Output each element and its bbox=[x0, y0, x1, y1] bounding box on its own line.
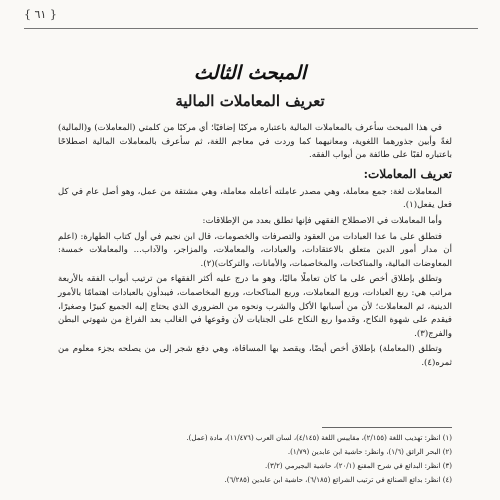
page-number: { ٦١ } bbox=[24, 8, 57, 21]
paragraph: وتطلق بإطلاق أخص على ما كان تعاملًا ماليًا، وهو ما درج عليه أكثر الفقهاء من ترتيب أبواب الفقه بالأربعة مراتب هي: ربع العبادات، وربع المعاملات، وربع المناكحات، وربع المخاصمات، فيبدأون بالعبادات اهتمامًا بالأمور الدينية، ثم المعاملات؛ لأن من أسبابها الأكل والشرب ونحوه من الضروري الذي يحتاج إليه الجميع كبيرًا وصغيرًا، فيقدم على شهوة النكاح، وقدموا ربع النكاح على الجنايات لأن وقوعها في الغالب بعد الفراغ من شهوتي البطن والفرج(٣). bbox=[58, 274, 452, 339]
footnote: (٤) انظر: بدائع الصنائع في ترتيب الشرائع (٦/١٨٥)، حاشية ابن عابدين (٦/٢٨٥). bbox=[224, 476, 452, 484]
footnote: (٣) انظر: البدائع في شرح المقنع (٢٠/١)، حاشية البجيرمي (٣/٢). bbox=[265, 462, 452, 470]
paragraph: وتطلق (المعاملة) بإطلاق أخص أيضًا، ويقصد بها المساقاة، وهي دفع شجر إلى من يصلحه بجزء معلوم من ثمره(٤). bbox=[58, 344, 452, 368]
intro-paragraph: في هذا المبحث سأعرف بالمعاملات المالية باعتباره مركبًا إضافيًا؛ أي مركبًا من كلمتي (المعاملات) و(المالية) لغةً وأبين جذورهما اللغوية، ومعانيهما كما وردت في معاجم اللغة، ثم سأعرف بالمعاملات المالية اصطلاحًا باعتباره لقبًا على طائفة من أبواب الفقه. bbox=[58, 123, 452, 161]
section-heading: المبحث الثالث bbox=[193, 62, 307, 84]
paragraph: المعاملات لغة: جمع معاملة، وهي مصدر عاملته أعامله معاملة، وهي مشتقة من عمل، وهو أصل عام في كل فعل يفعل(١). bbox=[58, 186, 452, 211]
footnote: (٢) البحر الرائق (١/٦)، وانظر: حاشية ابن عابدين (١/٧٩). bbox=[287, 448, 452, 456]
paragraph: فتطلق على ما عدا العبادات من العقود والتصرفات والخصومات، قال ابن نجيم في أول كتاب الطهارة: (اعلم أن مدار أمور الدين متعلق بالاعتقادات، والعبادات، والمعاملات، والمزاجر، والآداب... والمعاملات خمسة: المعاوضات المالية، والمناكحات، والمخاصمات، والأمانات، والتركات)(٢). bbox=[58, 231, 452, 269]
page-title: تعريف المعاملات المالية bbox=[175, 92, 325, 110]
subheading: تعريف المعاملات: bbox=[363, 166, 452, 181]
footnote: (١) انظر: تهذيب اللغة (٢/١٥٥)، مقاييس اللغة (٤/١٤٥)، لسان العرب (١١/٤٧٦)، مادة (عمل). bbox=[186, 434, 452, 442]
body-text bbox=[58, 122, 452, 373]
header-rule bbox=[24, 28, 478, 29]
footnotes bbox=[58, 431, 452, 487]
footnote-rule bbox=[322, 427, 452, 428]
paragraph: وأما المعاملات في الاصطلاح الفقهي فإنها تطلق بعدد من الإطلاقات: bbox=[202, 215, 442, 226]
